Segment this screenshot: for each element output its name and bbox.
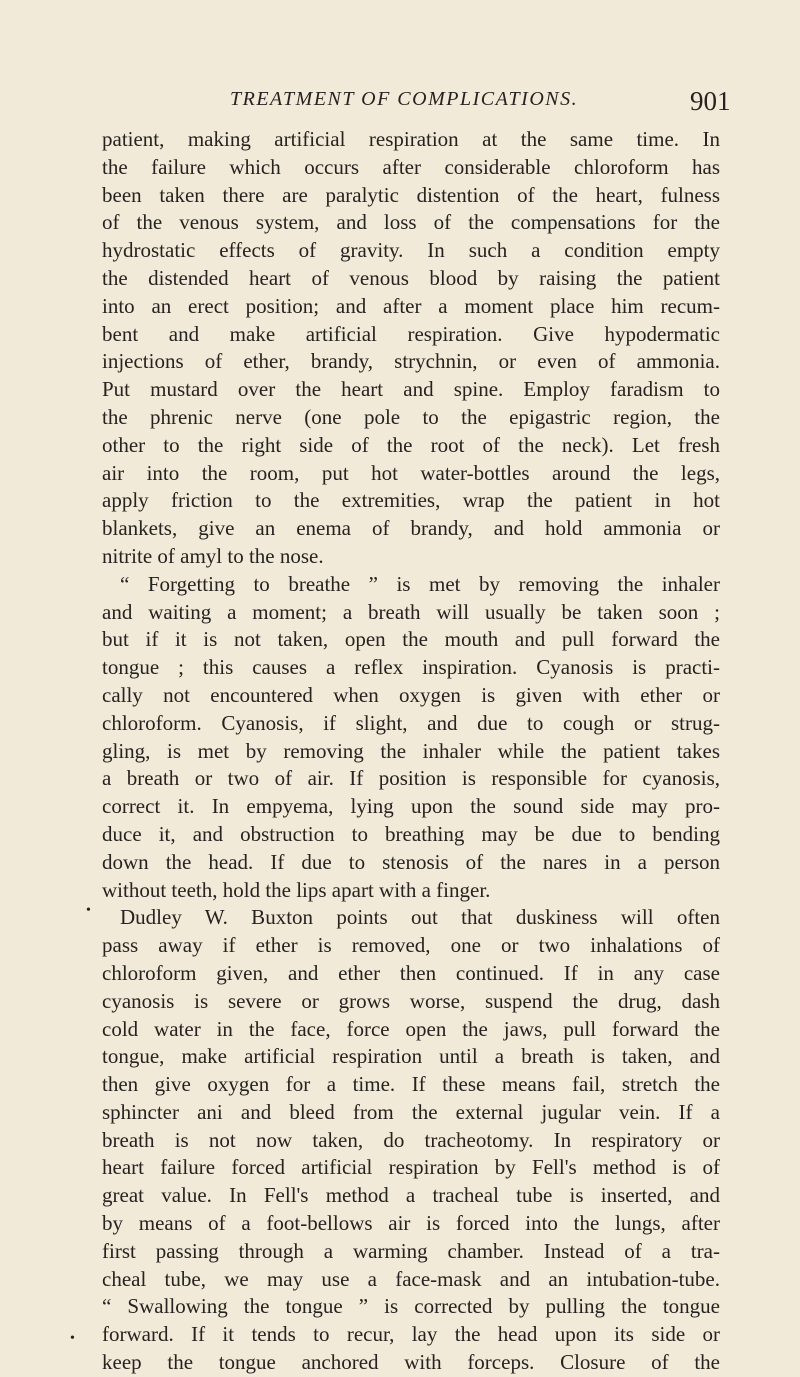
text-line: nitrite of amyl to the nose.	[102, 543, 324, 568]
text-line: chloroform. Cyanosis, if slight, and due to cough or strug-	[102, 710, 720, 735]
text-line: breath is not now taken, do tracheotomy. In respiratory or	[102, 1127, 720, 1152]
text-line: keep the tongue anchored with forceps. Closure of the	[102, 1350, 720, 1375]
text-line: bent and make artificial respiration. Give hypodermatic	[102, 321, 720, 346]
stray-dot-mark: •	[86, 903, 91, 918]
running-head: TREATMENT OF COMPLICATIONS.	[230, 88, 579, 110]
text-line: Put mustard over the heart and spine. Employ faradism to	[102, 377, 720, 402]
text-line: into an erect position; and after a moment place him recum-	[102, 293, 720, 318]
text-line: of the venous system, and loss of the compensations for the	[102, 210, 720, 235]
text-line: air into the room, put hot water-bottles around the legs,	[102, 460, 720, 485]
text-line: chloroform given, and ether then continued. If in any case	[102, 960, 720, 985]
text-line: correct it. In empyema, lying upon the sound side may pro-	[102, 794, 720, 819]
text-line: heart failure forced artificial respiration by Fell's method is of	[102, 1155, 720, 1180]
text-line: by means of a foot-bellows air is forced into the lungs, after	[102, 1211, 720, 1236]
text-line: cheal tube, we may use a face-mask and an intubation-tube.	[102, 1266, 720, 1291]
body-text	[102, 126, 720, 1377]
text-line: without teeth, hold the lips apart with a finger.	[102, 877, 491, 902]
text-line: the distended heart of venous blood by raising the patient	[102, 265, 720, 290]
text-line: tongue ; this causes a reflex inspiration. Cyanosis is practi-	[102, 655, 720, 680]
text-line: forward. If it tends to recur, lay the head upon its side or	[102, 1322, 720, 1347]
text-line: “ Swallowing the tongue ” is corrected by pulling the tongue	[102, 1294, 720, 1319]
text-line: patient, making artificial respiration at the same time. In	[102, 127, 720, 151]
stray-dot-mark: •	[70, 1331, 75, 1346]
text-line: “ Forgetting to breathe ” is met by removing the inhaler	[120, 571, 720, 596]
text-line: and waiting a moment; a breath will usually be taken soon ;	[102, 599, 720, 624]
text-line: down the head. If due to stenosis of the nares in a person	[102, 849, 720, 874]
text-line: great value. In Fell's method a tracheal tube is inserted, and	[102, 1183, 720, 1208]
text-line: other to the right side of the root of the neck). Let fresh	[102, 432, 720, 457]
text-line: sphincter ani and bleed from the external jugular vein. If a	[102, 1099, 720, 1124]
text-line: tongue, make artificial respiration until a breath is taken, and	[102, 1044, 720, 1069]
text-line: pass away if ether is removed, one or two inhalations of	[102, 933, 720, 958]
text-line: cold water in the face, force open the jaws, pull forward the	[102, 1016, 720, 1041]
text-line: gling, is met by removing the inhaler while the patient takes	[102, 738, 720, 763]
text-line: blankets, give an enema of brandy, and hold ammonia or	[102, 516, 720, 541]
text-line: the failure which occurs after considerable chloroform has	[102, 154, 720, 179]
text-line: been taken there are paralytic distention of the heart, fulness	[102, 182, 720, 207]
text-line: first passing through a warming chamber. Instead of a tra-	[102, 1238, 720, 1263]
text-line: injections of ether, brandy, strychnin, or even of ammonia.	[102, 349, 720, 374]
text-line: cally not encountered when oxygen is given with ether or	[102, 682, 720, 707]
text-line: but if it is not taken, open the mouth and pull forward the	[102, 627, 720, 652]
text-line: apply friction to the extremities, wrap the patient in hot	[102, 488, 720, 513]
text-line: hydrostatic effects of gravity. In such a condition empty	[102, 238, 720, 263]
text-line: Dudley W. Buxton points out that duskiness will often	[120, 905, 720, 930]
text-line: duce it, and obstruction to breathing may be due to bending	[102, 821, 720, 846]
text-line: a breath or two of air. If position is responsible for cyanosis,	[102, 766, 720, 791]
page-number: 901	[690, 86, 731, 116]
text-line: then give oxygen for a time. If these means fail, stretch the	[102, 1072, 720, 1097]
text-line: the phrenic nerve (one pole to the epigastric region, the	[102, 404, 720, 429]
text-line: cyanosis is severe or grows worse, suspend the drug, dash	[102, 988, 720, 1013]
